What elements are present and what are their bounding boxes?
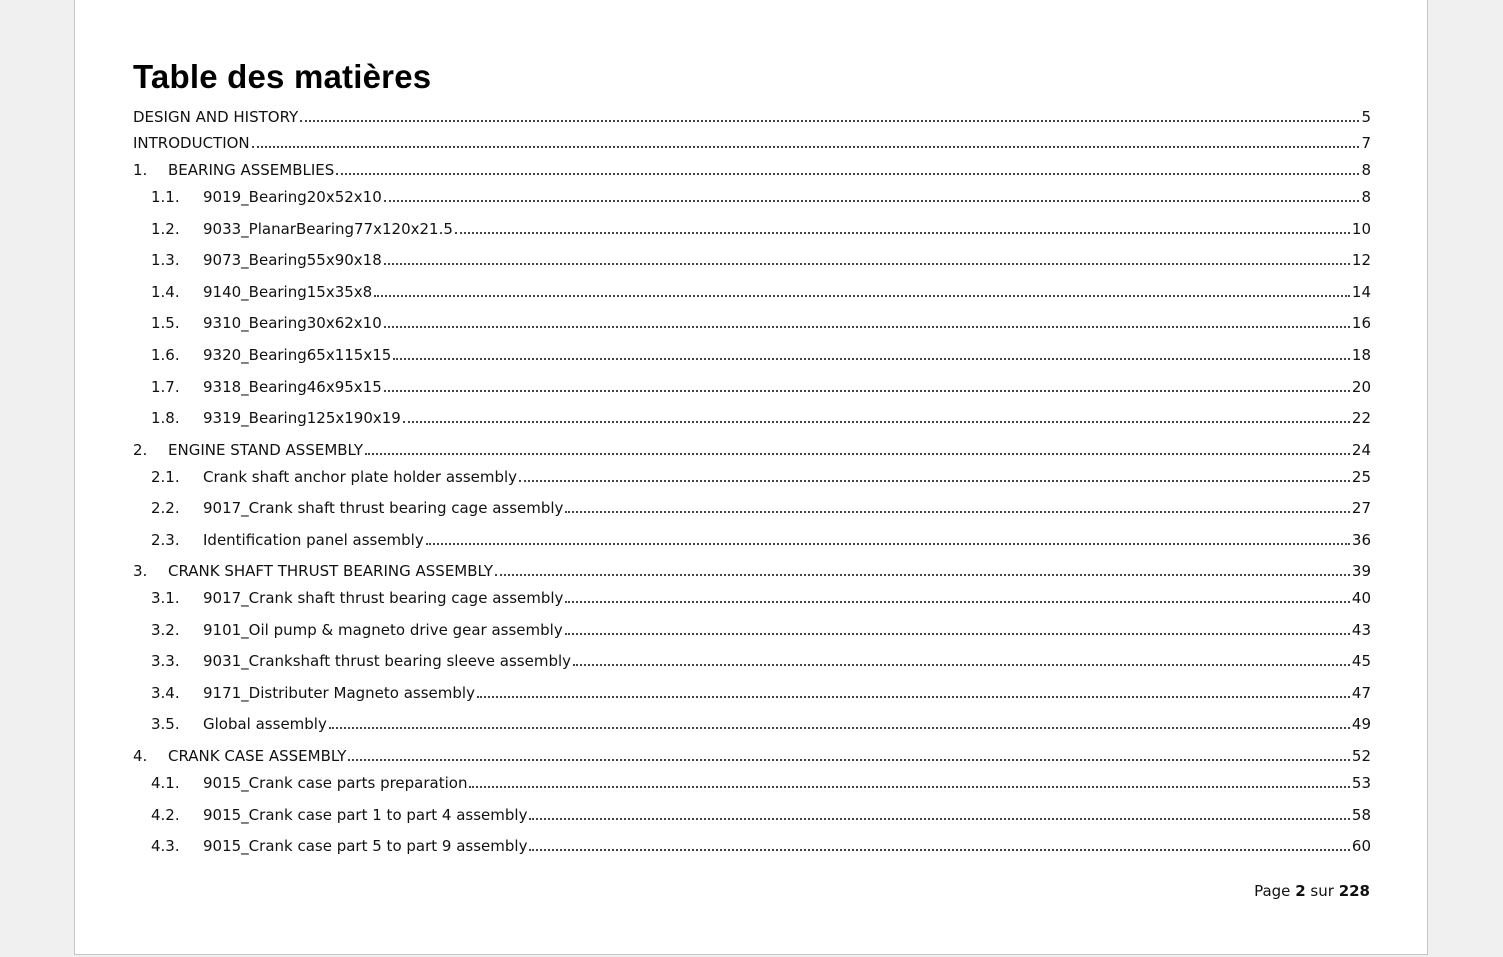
toc-entry-page-number: 49: [1351, 715, 1371, 733]
toc-entry[interactable]: [151, 617, 1371, 639]
toc-entry-number: 3.5.: [151, 715, 180, 733]
toc-entry-page-number: 25: [1351, 468, 1371, 486]
toc-entry[interactable]: [133, 130, 1371, 152]
toc-entry-page-number: 24: [1351, 441, 1371, 459]
toc-entry-label: Identification panel assembly: [203, 531, 424, 549]
toc-entry[interactable]: [151, 279, 1371, 301]
toc-entry-number: 3.2.: [151, 621, 180, 639]
toc-entry-page-number: 16: [1351, 314, 1371, 332]
toc-entry[interactable]: [133, 104, 1371, 126]
toc-entry-page-number: 8: [1361, 161, 1371, 179]
toc-entry-label: 9017_Crank shaft thrust bearing cage assembly: [203, 589, 564, 607]
toc-entry-page-number: 22: [1351, 409, 1371, 427]
toc-entry[interactable]: [133, 558, 1371, 580]
toc-dot-leader: [336, 172, 1359, 175]
page-title: Table des matières: [133, 58, 432, 95]
toc-entry-label: 9320_Bearing65x115x15: [203, 346, 392, 364]
toc-dot-leader: [300, 119, 1359, 122]
toc-entry-label: INTRODUCTION: [133, 134, 250, 152]
toc-entry-page-number: 36: [1351, 531, 1371, 549]
toc-entry-number: 4.: [133, 747, 148, 765]
toc-dot-leader: [384, 389, 1350, 392]
toc-entry-label: DESIGN AND HISTORY: [133, 108, 299, 126]
toc-dot-leader: [348, 758, 1349, 761]
toc-entry-number: 4.1.: [151, 774, 180, 792]
toc-dot-leader: [374, 294, 1350, 297]
toc-dot-leader: [403, 420, 1350, 423]
toc-entry-label: 9019_Bearing20x52x10: [203, 188, 382, 206]
toc-dot-leader: [426, 542, 1350, 545]
toc-entry-number: 1.3.: [151, 251, 180, 269]
toc-dot-leader: [529, 817, 1349, 820]
toc-entry-page-number: 53: [1351, 774, 1371, 792]
toc-dot-leader: [565, 632, 1350, 635]
toc-entry-page-number: 43: [1351, 621, 1371, 639]
toc-entry-label: 9031_Crankshaft thrust bearing sleeve assembly: [203, 652, 572, 670]
toc-entry-number: 1.: [133, 161, 148, 179]
toc-entry-label: 9033_PlanarBearing77x120x21.5: [203, 220, 453, 238]
toc-entry-number: 1.8.: [151, 409, 180, 427]
toc-entry-number: 4.2.: [151, 806, 180, 824]
toc-entry-number: 1.5.: [151, 314, 180, 332]
toc-entry-label: CRANK CASE ASSEMBLY: [168, 747, 347, 765]
toc-entry[interactable]: [133, 157, 1371, 179]
toc-entry-number: 3.4.: [151, 684, 180, 702]
toc-dot-leader: [495, 573, 1350, 576]
toc-entry-number: 2.: [133, 441, 148, 459]
toc-entry-label: 9073_Bearing55x90x18: [203, 251, 382, 269]
toc-entry-label: 9017_Crank shaft thrust bearing cage assembly: [203, 499, 564, 517]
page-number-footer: [1254, 882, 1370, 900]
toc-entry-number: 1.2.: [151, 220, 180, 238]
toc-entry[interactable]: [151, 711, 1371, 733]
toc-entry-page-number: 14: [1351, 283, 1371, 301]
toc-entry-number: 1.7.: [151, 378, 180, 396]
toc-entry-number: 4.3.: [151, 837, 180, 855]
toc-entry-number: 2.1.: [151, 468, 180, 486]
toc-entry-label: 9171_Distributer Magneto assembly: [203, 684, 475, 702]
toc-dot-leader: [573, 663, 1350, 666]
toc-dot-leader: [469, 785, 1349, 788]
toc-dot-leader: [565, 510, 1349, 513]
toc-entry-page-number: 58: [1351, 806, 1371, 824]
toc-entry-page-number: 47: [1351, 684, 1371, 702]
toc-entry-page-number: 52: [1351, 747, 1371, 765]
toc-entry-number: 2.3.: [151, 531, 180, 549]
toc-entry[interactable]: [151, 184, 1371, 206]
toc-entry[interactable]: [133, 437, 1371, 459]
toc-entry[interactable]: [151, 374, 1371, 396]
toc-entry[interactable]: [151, 833, 1371, 855]
toc-entry-page-number: 45: [1351, 652, 1371, 670]
toc-entry[interactable]: [151, 405, 1371, 427]
toc-entry-number: 1.6.: [151, 346, 180, 364]
toc-dot-leader: [384, 262, 1350, 265]
toc-entry[interactable]: [151, 770, 1371, 792]
toc-entry-number: 1.1.: [151, 188, 180, 206]
toc-entry[interactable]: [151, 648, 1371, 670]
toc-dot-leader: [519, 479, 1350, 482]
toc-entry[interactable]: [151, 464, 1371, 486]
toc-dot-leader: [365, 452, 1350, 455]
toc-dot-leader: [329, 726, 1350, 729]
toc-entry-page-number: 12: [1351, 251, 1371, 269]
toc-entry[interactable]: [151, 310, 1371, 332]
toc-entry-number: 3.3.: [151, 652, 180, 670]
toc-dot-leader: [455, 231, 1350, 234]
toc-entry-label: 9319_Bearing125x190x19: [203, 409, 401, 427]
toc-entry[interactable]: [133, 743, 1371, 765]
toc-dot-leader: [384, 325, 1350, 328]
toc-entry[interactable]: [151, 247, 1371, 269]
toc-entry-number: 3.1.: [151, 589, 180, 607]
toc-entry-page-number: 8: [1361, 188, 1371, 206]
footer-separator: sur: [1310, 882, 1334, 900]
toc-entry-page-number: 40: [1351, 589, 1371, 607]
toc-dot-leader: [384, 199, 1360, 202]
toc-entry-label: Crank shaft anchor plate holder assembly: [203, 468, 518, 486]
toc-dot-leader: [477, 695, 1350, 698]
toc-entry-page-number: 18: [1351, 346, 1371, 364]
footer-prefix: Page: [1254, 882, 1291, 900]
toc-entry-page-number: 5: [1361, 108, 1371, 126]
footer-total-pages: 228: [1338, 882, 1370, 900]
toc-entry[interactable]: [151, 802, 1371, 824]
toc-entry[interactable]: [151, 680, 1371, 702]
toc-entry-page-number: 10: [1351, 220, 1371, 238]
toc-entry[interactable]: [151, 216, 1371, 238]
toc-entry-label: 9310_Bearing30x62x10: [203, 314, 382, 332]
toc-entry-label: BEARING ASSEMBLIES: [168, 161, 335, 179]
toc-entry-label: 9101_Oil pump & magneto drive gear assembly: [203, 621, 563, 639]
toc-entry-page-number: 27: [1351, 499, 1371, 517]
footer-current-page: 2: [1295, 882, 1306, 900]
toc-entry-label: 9015_Crank case part 5 to part 9 assembly: [203, 837, 528, 855]
toc-entry-number: 1.4.: [151, 283, 180, 301]
toc-entry-label: ENGINE STAND ASSEMBLY: [168, 441, 364, 459]
toc-entry[interactable]: [151, 495, 1371, 517]
toc-entry-label: 9015_Crank case part 1 to part 4 assembly: [203, 806, 528, 824]
toc-entry-page-number: 20: [1351, 378, 1371, 396]
toc-entry-page-number: 60: [1351, 837, 1371, 855]
toc-dot-leader: [252, 145, 1360, 148]
toc-dot-leader: [565, 600, 1349, 603]
toc-entry[interactable]: [151, 527, 1371, 549]
toc-dot-leader: [393, 357, 1350, 360]
toc-entry-label: CRANK SHAFT THRUST BEARING ASSEMBLY: [168, 562, 494, 580]
toc-entry-number: 3.: [133, 562, 148, 580]
toc-entry[interactable]: [151, 585, 1371, 607]
toc-entry[interactable]: [151, 342, 1371, 364]
toc-dot-leader: [529, 848, 1349, 851]
toc-entry-label: 9015_Crank case parts preparation: [203, 774, 468, 792]
toc-entry-label: Global assembly: [203, 715, 327, 733]
toc-entry-label: 9318_Bearing46x95x15: [203, 378, 382, 396]
toc-entry-label: 9140_Bearing15x35x8: [203, 283, 373, 301]
toc-entry-number: 2.2.: [151, 499, 180, 517]
toc-entry-page-number: 39: [1351, 562, 1371, 580]
document-page: [74, 0, 1428, 955]
toc-entry-page-number: 7: [1361, 134, 1371, 152]
